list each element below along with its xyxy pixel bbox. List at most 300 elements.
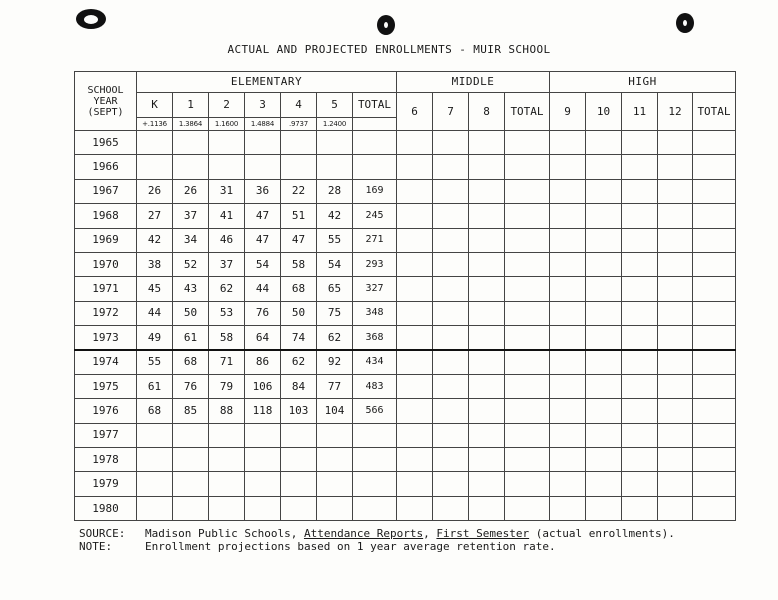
table-row	[75, 131, 736, 155]
enrollment-cell: 54	[317, 252, 353, 276]
source-text: Madison Public Schools,	[145, 527, 304, 540]
grade-header: 8	[469, 93, 505, 131]
retention-factor: 1.2400	[317, 118, 353, 131]
enrollment-cell	[173, 496, 209, 520]
enrollment-cell	[658, 374, 693, 398]
enrollment-cell	[469, 131, 505, 155]
table-row	[75, 252, 736, 276]
total-cell	[505, 496, 550, 520]
enrollment-cell	[469, 472, 505, 496]
total-cell	[693, 131, 736, 155]
enrollment-cell	[397, 179, 433, 203]
enrollment-cell	[397, 423, 433, 447]
table-row	[75, 228, 736, 252]
enrollment-cell	[469, 155, 505, 179]
enrollment-cell	[433, 155, 469, 179]
enrollment-cell	[245, 155, 281, 179]
enrollment-cell: 44	[137, 301, 173, 325]
enrollment-cell	[469, 423, 505, 447]
total-cell: 271	[353, 228, 397, 252]
year-cell: 1965	[75, 131, 137, 155]
enrollment-cell	[622, 228, 658, 252]
punch-hole-left	[76, 9, 106, 29]
enrollment-cell	[550, 252, 586, 276]
enrollment-cell	[209, 496, 245, 520]
enrollment-cell	[586, 155, 622, 179]
source-note	[79, 527, 675, 540]
year-cell: 1973	[75, 326, 137, 350]
enrollment-cell	[658, 277, 693, 301]
enrollment-cell	[550, 448, 586, 472]
enrollment-cell	[281, 155, 317, 179]
year-cell: 1974	[75, 350, 137, 374]
enrollment-cell: 76	[245, 301, 281, 325]
enrollment-cell	[469, 496, 505, 520]
enrollment-cell: 104	[317, 399, 353, 423]
total-cell	[353, 472, 397, 496]
total-cell: 483	[353, 374, 397, 398]
year-cell: 1977	[75, 423, 137, 447]
enrollment-cell	[658, 326, 693, 350]
enrollment-cell	[622, 277, 658, 301]
enrollment-cell	[550, 496, 586, 520]
enrollment-cell	[433, 228, 469, 252]
enrollment-cell	[586, 350, 622, 374]
enrollment-cell	[469, 179, 505, 203]
enrollment-cell: 92	[317, 350, 353, 374]
enrollment-cell	[137, 472, 173, 496]
table-row	[75, 448, 736, 472]
enrollment-cell: 84	[281, 374, 317, 398]
enrollment-cell	[397, 472, 433, 496]
enrollment-cell	[173, 472, 209, 496]
enrollment-cell: 64	[245, 326, 281, 350]
grade-header: 10	[586, 93, 622, 131]
enrollment-cell	[658, 423, 693, 447]
enrollment-cell: 44	[245, 277, 281, 301]
enrollment-cell	[586, 131, 622, 155]
enrollment-cell	[586, 252, 622, 276]
enrollment-cell	[433, 301, 469, 325]
enrollment-cell: 41	[209, 204, 245, 228]
enrollment-cell: 68	[137, 399, 173, 423]
enrollment-cell: 61	[137, 374, 173, 398]
enrollment-cell: 42	[137, 228, 173, 252]
total-cell	[693, 374, 736, 398]
projection-note	[79, 540, 675, 553]
enrollment-cell	[622, 155, 658, 179]
enrollment-cell	[137, 423, 173, 447]
retention-factor: .9737	[281, 118, 317, 131]
note-label: NOTE:	[79, 540, 113, 553]
enrollment-cell: 38	[137, 252, 173, 276]
enrollment-cell	[433, 374, 469, 398]
enrollment-cell	[550, 228, 586, 252]
total-cell	[505, 277, 550, 301]
enrollment-cell	[397, 326, 433, 350]
enrollment-cell	[622, 131, 658, 155]
grade-header: 5	[317, 93, 353, 118]
elementary-header: ELEMENTARY	[137, 72, 397, 93]
enrollment-cell: 53	[209, 301, 245, 325]
school-year-header: SCHOOL YEAR (SEPT)	[75, 72, 137, 131]
source-label: SOURCE:	[79, 527, 126, 540]
total-cell	[693, 448, 736, 472]
total-cell	[693, 472, 736, 496]
table-row	[75, 399, 736, 423]
enrollment-cell	[281, 423, 317, 447]
retention-factor: 1.4884	[245, 118, 281, 131]
total-cell: 566	[353, 399, 397, 423]
enrollment-cell	[550, 204, 586, 228]
enrollment-cell	[586, 448, 622, 472]
grade-header: 3	[245, 93, 281, 118]
enrollment-cell	[658, 179, 693, 203]
high-header: HIGH	[550, 72, 736, 93]
enrollment-cell: 26	[137, 179, 173, 203]
year-cell: 1966	[75, 155, 137, 179]
enrollment-cell	[317, 131, 353, 155]
enrollment-cell	[245, 496, 281, 520]
enrollment-cell: 37	[209, 252, 245, 276]
total-cell	[505, 155, 550, 179]
enrollment-cell	[622, 472, 658, 496]
enrollment-cell: 88	[209, 399, 245, 423]
total-cell	[693, 301, 736, 325]
enrollment-cell	[658, 155, 693, 179]
enrollment-cell: 47	[281, 228, 317, 252]
grade-header: 9	[550, 93, 586, 131]
enrollment-cell: 51	[281, 204, 317, 228]
enrollment-cell	[209, 423, 245, 447]
enrollment-cell	[397, 374, 433, 398]
enrollment-cell: 62	[281, 350, 317, 374]
table-row	[75, 423, 736, 447]
enrollment-cell	[622, 423, 658, 447]
enrollment-cell	[397, 252, 433, 276]
enrollment-cell	[586, 374, 622, 398]
enrollment-cell: 46	[209, 228, 245, 252]
enrollment-cell	[317, 472, 353, 496]
total-cell	[693, 496, 736, 520]
total-cell	[505, 448, 550, 472]
total-cell	[693, 399, 736, 423]
table-row	[75, 472, 736, 496]
total-cell	[353, 423, 397, 447]
enrollment-cell: 118	[245, 399, 281, 423]
enrollment-cell	[469, 448, 505, 472]
enrollment-cell: 47	[245, 228, 281, 252]
enrollment-cell: 61	[173, 326, 209, 350]
enrollment-cell	[469, 252, 505, 276]
enrollment-cell	[433, 423, 469, 447]
enrollment-cell	[658, 204, 693, 228]
enrollment-cell	[281, 448, 317, 472]
enrollment-cell	[397, 496, 433, 520]
enrollment-cell	[550, 374, 586, 398]
enrollment-cell	[245, 131, 281, 155]
total-cell	[505, 350, 550, 374]
enrollment-cell	[433, 204, 469, 228]
enrollment-cell: 62	[317, 326, 353, 350]
enrollment-cell	[137, 155, 173, 179]
year-cell: 1978	[75, 448, 137, 472]
enrollment-cell	[173, 448, 209, 472]
enrollment-cell: 62	[209, 277, 245, 301]
table-row	[75, 350, 736, 374]
total-cell	[505, 131, 550, 155]
enrollment-cell: 26	[173, 179, 209, 203]
enrollment-cell	[397, 131, 433, 155]
punch-hole-middle	[377, 15, 395, 35]
total-cell	[693, 277, 736, 301]
enrollment-cell: 34	[173, 228, 209, 252]
enrollment-cell	[550, 326, 586, 350]
source-attendance-reports: Attendance Reports	[303, 527, 424, 540]
year-cell: 1969	[75, 228, 137, 252]
enrollment-cell	[173, 155, 209, 179]
year-cell: 1979	[75, 472, 137, 496]
grade-header: 6	[397, 93, 433, 131]
enrollment-cell	[550, 155, 586, 179]
total-cell	[505, 423, 550, 447]
year-cell: 1976	[75, 399, 137, 423]
enrollment-cell	[209, 131, 245, 155]
grade-header: 11	[622, 93, 658, 131]
total-cell	[505, 179, 550, 203]
enrollment-cell	[137, 131, 173, 155]
enrollment-cell	[658, 131, 693, 155]
source-tail: (actual enrollments).	[529, 527, 675, 540]
enrollment-cell	[550, 423, 586, 447]
enrollment-cell	[433, 277, 469, 301]
enrollment-cell	[317, 448, 353, 472]
enrollment-cell	[622, 448, 658, 472]
grade-header: 2	[209, 93, 245, 118]
enrollment-cell	[137, 496, 173, 520]
total-cell	[693, 179, 736, 203]
retention-factor-blank	[353, 118, 397, 131]
enrollment-cell	[317, 423, 353, 447]
enrollment-cell	[433, 131, 469, 155]
total-cell	[693, 204, 736, 228]
enrollment-cell: 77	[317, 374, 353, 398]
enrollment-cell: 27	[137, 204, 173, 228]
enrollment-cell	[586, 399, 622, 423]
enrollment-cell	[550, 131, 586, 155]
enrollment-cell	[209, 448, 245, 472]
enrollment-cell	[317, 155, 353, 179]
enrollment-cell	[622, 326, 658, 350]
enrollment-cell	[550, 277, 586, 301]
enrollment-cell	[550, 399, 586, 423]
total-cell: 245	[353, 204, 397, 228]
total-cell: 169	[353, 179, 397, 203]
enrollment-cell	[433, 326, 469, 350]
enrollment-cell	[586, 496, 622, 520]
total-cell	[693, 423, 736, 447]
total-cell	[505, 326, 550, 350]
enrollment-cell: 103	[281, 399, 317, 423]
enrollment-cell	[317, 496, 353, 520]
enrollment-cell	[469, 350, 505, 374]
enrollment-cell	[397, 301, 433, 325]
enrollment-cell	[658, 448, 693, 472]
enrollment-cell	[550, 350, 586, 374]
enrollment-cell	[397, 155, 433, 179]
enrollment-cell	[397, 228, 433, 252]
enrollment-cell	[658, 399, 693, 423]
enrollment-cell	[209, 155, 245, 179]
enrollment-cell	[550, 301, 586, 325]
enrollment-cell: 43	[173, 277, 209, 301]
total-cell	[353, 448, 397, 472]
total-cell	[353, 155, 397, 179]
enrollment-cell	[469, 374, 505, 398]
year-cell: 1970	[75, 252, 137, 276]
enrollment-cell	[658, 496, 693, 520]
enrollment-cell: 58	[281, 252, 317, 276]
enrollment-cell	[658, 472, 693, 496]
table-row	[75, 155, 736, 179]
year-cell: 1972	[75, 301, 137, 325]
enrollment-cell	[469, 301, 505, 325]
document-title: ACTUAL AND PROJECTED ENROLLMENTS - MUIR SCHOOL	[227, 43, 551, 56]
grade-header: 4	[281, 93, 317, 118]
enrollment-cell: 28	[317, 179, 353, 203]
enrollment-cell	[281, 472, 317, 496]
year-cell: 1971	[75, 277, 137, 301]
punch-hole-right	[676, 13, 694, 33]
enrollment-cell: 31	[209, 179, 245, 203]
table-row	[75, 326, 736, 350]
total-cell: 327	[353, 277, 397, 301]
enrollment-cell: 47	[245, 204, 281, 228]
enrollment-cell: 54	[245, 252, 281, 276]
total-cell	[505, 252, 550, 276]
table-row	[75, 204, 736, 228]
enrollment-cell: 49	[137, 326, 173, 350]
total-cell	[353, 496, 397, 520]
enrollment-cell	[622, 374, 658, 398]
enrollment-cell: 86	[245, 350, 281, 374]
enrollment-cell	[622, 496, 658, 520]
enrollment-cell	[433, 472, 469, 496]
total-cell	[693, 252, 736, 276]
enrollment-cell: 36	[245, 179, 281, 203]
grade-header: 7	[433, 93, 469, 131]
enrollment-cell: 65	[317, 277, 353, 301]
total-cell	[353, 131, 397, 155]
enrollment-cell	[586, 301, 622, 325]
enrollment-cell	[586, 326, 622, 350]
enrollment-cell: 68	[173, 350, 209, 374]
enrollment-cell	[137, 448, 173, 472]
total-cell	[693, 350, 736, 374]
total-column-header: TOTAL	[505, 93, 550, 131]
enrollment-cell: 74	[281, 326, 317, 350]
table-row	[75, 374, 736, 398]
enrollment-cell	[433, 350, 469, 374]
enrollment-cell	[397, 448, 433, 472]
retention-factor: 1.1600	[209, 118, 245, 131]
enrollment-cell: 68	[281, 277, 317, 301]
enrollment-cell	[622, 204, 658, 228]
total-cell: 293	[353, 252, 397, 276]
enrollment-cell	[433, 179, 469, 203]
table-row	[75, 179, 736, 203]
enrollment-cell	[622, 301, 658, 325]
enrollment-cell: 22	[281, 179, 317, 203]
enrollment-cell	[281, 131, 317, 155]
total-cell	[693, 155, 736, 179]
retention-factor: 1.3864	[173, 118, 209, 131]
enrollment-cell	[658, 252, 693, 276]
grade-header: 1	[173, 93, 209, 118]
grade-header: K	[137, 93, 173, 118]
total-cell: 368	[353, 326, 397, 350]
grade-header: 12	[658, 93, 693, 131]
enrollment-cell: 106	[245, 374, 281, 398]
total-column-header: TOTAL	[353, 93, 397, 118]
enrollment-cell: 71	[209, 350, 245, 374]
enrollment-cell	[433, 252, 469, 276]
total-cell	[505, 301, 550, 325]
enrollment-cell: 76	[173, 374, 209, 398]
enrollment-cell: 58	[209, 326, 245, 350]
enrollment-cell	[586, 179, 622, 203]
total-cell	[505, 399, 550, 423]
enrollment-cell: 79	[209, 374, 245, 398]
total-cell	[693, 228, 736, 252]
enrollment-cell	[433, 496, 469, 520]
enrollment-cell	[245, 423, 281, 447]
enrollment-cell	[586, 423, 622, 447]
year-cell: 1968	[75, 204, 137, 228]
enrollment-cell	[658, 301, 693, 325]
enrollment-cell: 37	[173, 204, 209, 228]
retention-factor: +.1136	[137, 118, 173, 131]
enrollment-cell	[586, 472, 622, 496]
year-cell: 1980	[75, 496, 137, 520]
grade-header-row	[75, 93, 736, 118]
enrollment-cell	[622, 399, 658, 423]
enrollment-cell	[209, 472, 245, 496]
enrollment-cell	[173, 423, 209, 447]
enrollment-cell: 50	[281, 301, 317, 325]
enrollment-cell	[586, 228, 622, 252]
note-text: Enrollment projections based on	[145, 540, 357, 553]
enrollment-cell	[469, 228, 505, 252]
enrollment-cell	[550, 472, 586, 496]
table-row	[75, 277, 736, 301]
note-tail: year average retention rate.	[363, 540, 556, 553]
total-cell: 348	[353, 301, 397, 325]
enrollment-cell	[397, 399, 433, 423]
enrollment-cell	[550, 179, 586, 203]
source-first-semester: First Semester	[436, 527, 530, 540]
enrollment-cell	[622, 179, 658, 203]
enrollment-cell: 45	[137, 277, 173, 301]
enrollment-cell	[586, 277, 622, 301]
enrollment-cell	[433, 399, 469, 423]
table-row	[75, 496, 736, 520]
enrollment-cell: 85	[173, 399, 209, 423]
enrollment-cell	[622, 252, 658, 276]
enrollment-cell	[586, 204, 622, 228]
enrollment-cell	[397, 350, 433, 374]
total-column-header: TOTAL	[693, 93, 736, 131]
